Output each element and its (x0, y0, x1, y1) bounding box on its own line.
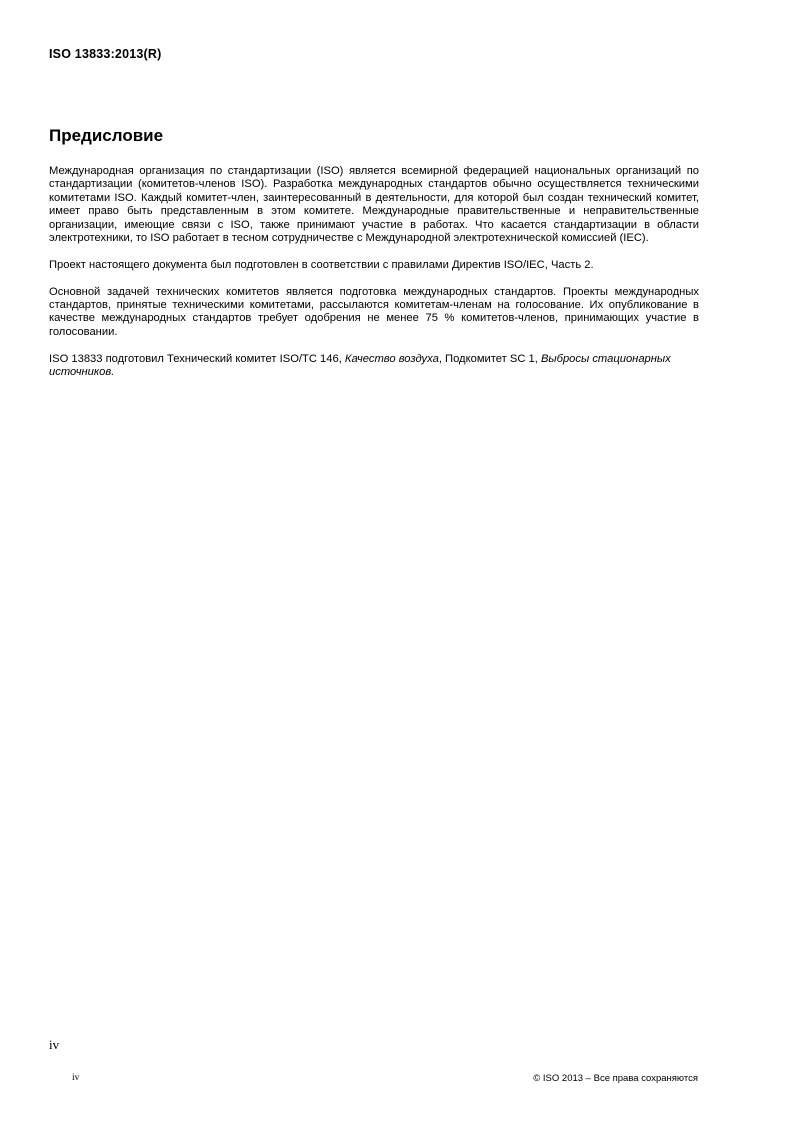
paragraph-committee-tasks: Основной задачей технических комитетов является подготовка международных стандартов. Проекты международных стандартов, принятые техническими комитетами, рассылаются комитетам-членам на голосование. Их опубликование в качестве международных стандартов требует одобрения не менее 75 % комитетов-членов, принимающих участие в голосовании. (49, 285, 699, 338)
page-number: iv (49, 1037, 60, 1052)
paragraph-iso-organization: Международная организация по стандартизации (ISO) является всемирной федерацией национальных организаций по стандартизации (комитетов-членов ISO). Разработка международных стандартов обычно осуществляется техническими комитетами ISO. Каждый комитет-член, заинтересованный в деятельности, для которой был создан технический комитет, имеет право быть представленным в этом комитете. Международные правительственные и неправительственные организации, имеющие связи с ISO, также принимают участие в работах. Что касается стандартизации в области электротехники, то ISO работает в тесном сотрудничестве с Международной электротехнической комиссией (IEC). (49, 165, 699, 245)
subcommittee-text: , Подкомитет SC 1, (438, 352, 541, 365)
footer-copyright: © ISO 2013 – Все права сохраняются (533, 1073, 698, 1084)
prepared-by-text: ISO 13833 подготовил Технический комитет ISO/TC 146, (49, 352, 345, 365)
paragraph-drafting-rules: Проект настоящего документа был подготовлен в соответствии с правилами Директив ISO/IEC, Часть 2. (49, 258, 594, 271)
footer-page-number: iv (72, 1073, 80, 1083)
foreword-body (49, 165, 699, 393)
page-title: Предисловие (49, 126, 164, 145)
sentence-end: . (111, 366, 115, 379)
subcommittee-name: Выбросы стационарных источников (49, 352, 671, 379)
committee-name: Качество воздуха (344, 352, 439, 365)
document-id: ISO 13833:2013(R) (49, 47, 162, 61)
paragraph-prepared-by (49, 353, 699, 380)
